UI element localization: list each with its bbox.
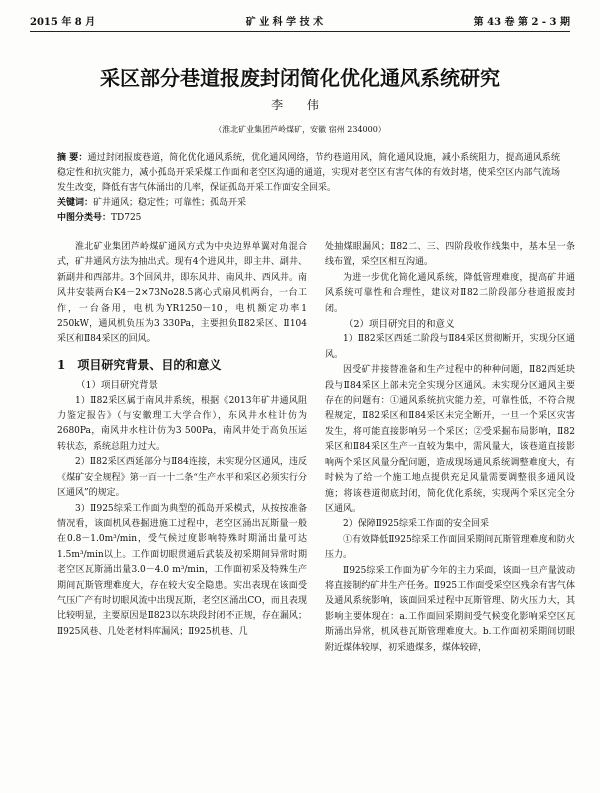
paragraph: 为进一步优化简化通风系统，降低管理难度，提高矿井通风系统可靠性和合理性，建议对Ⅱ82二阶段部分巷道报废封闭。: [325, 272, 575, 314]
left-column: [57, 240, 307, 656]
paragraph: 1）Ⅱ82采区西延二阶段与Ⅱ84采区贯彻断开，实现分区通风。: [325, 334, 575, 360]
classification-label: 中图分类号：: [57, 213, 112, 223]
paper-author: 李 伟: [271, 98, 329, 112]
section-heading-1: 1 项目研究背景、目的和意义: [57, 357, 222, 372]
paragraph: Ⅱ925综采工作面为矿今年的主力采面，该面一旦产量波动将直接制约矿井生产任务。Ⅱ925工作面受采空区残余有害气体及通风系统影响，该面回采过程中瓦斯管理、防火压力大，其影响主要体现在：a.工作面回采期间受气候变化影响采空区瓦斯涌出异常，机风巷瓦斯管理难度大。b.工作面初采期间切眼附近煤体较厚，初采遗煤多，煤体较碎，: [325, 565, 575, 653]
header-date: 2015 年 8 月: [30, 16, 96, 28]
classification-text: TD725: [111, 213, 142, 223]
paragraph: 因受矿井接替准备和生产过程中的种种问题，Ⅱ82西延块段与Ⅱ84采区上部未完全实现分区通风。未实现分区通风主要存在的问题有：①通风系统抗灾能力差，可靠性低，不符合规程规定，Ⅱ82采区和Ⅱ84采区未完全断开，一旦一个采区灾害发生，将可能直接影响另一个采区；②受采掘布局影响，Ⅱ82采区和Ⅱ84采区生产一直较为集中，需风量大，该巷道直接影响两个采区风量分配问题，造成现场通风系统调整难度大，有时候为了给一个施工地点提供充足风量需要调整很多通风设施；将该巷道彻底封闭，简化优化系统，实现两个采区完全分区通风。: [325, 365, 575, 514]
paragraph: ①有效降低Ⅱ925综采工作面回采期间瓦斯管理难度和防火压力。: [325, 534, 575, 561]
body-columns: [57, 240, 577, 656]
abstract: [57, 151, 560, 196]
header-volume: 第 43 卷 第 2 - 3 期: [473, 16, 570, 28]
classification: [57, 211, 560, 226]
subsection-heading-2: （2）项目研究目的和意义: [344, 319, 455, 331]
header-divider: [30, 31, 570, 32]
abstract-label: 摘 要：: [57, 153, 88, 163]
intro-paragraph: 淮北矿业集团芦岭煤矿通风方式为中央边界单翼对角混合式，矿井通风方法为抽出式。现有4个进风井，即主井、副井、新副井和西部井。3个回风井，即东风井、南风井、西风井。南风井安装两台K4－2×73No28.5离心式扇风机两台，一台工作，一台备用，电机为YR1250－10，电机额定功率1 250kW，通风机负压为3 330Pa，主要担负Ⅱ82采区、Ⅱ104采区和Ⅱ84采区的回风。: [57, 242, 307, 345]
paragraph: 2）保障Ⅱ925综采工作面的安全回采: [343, 519, 490, 530]
subsection-heading-1: （1）项目研究背景: [76, 380, 159, 392]
abstract-text: 通过封闭报废巷道，简化优化通风系统，优化通风网络，节约巷道用风，简化通风设施，减小系统阻力，提高通风系统稳定性和抗灾能力，减小孤岛开采采煤工作面和老空区沟通的通道，实现对老空区有害气体的有效封堵，使采空区内部气流场发生改变，降低有害气体涌出的几率，保证孤岛开采工作面安全回采。: [57, 153, 560, 193]
paragraph: 1）Ⅱ82采区属于南风井系统，根据《2013年矿井通风阻力鉴定报告》（与安徽理工大学合作），东风井水柱计仿为2680Pa，南风井水柱计仿为3 500Pa，南风井处于高负压运转状态，系统总阻力过大。: [57, 395, 307, 452]
paragraph: 3）Ⅱ925综采工作面为典型的孤岛开采模式，从按按准备情况看，该面机风巷掘进施工过程中，老空区涌出瓦斯量一般在0.8－1.0m³/min，受气候过度影响特殊时期涌出量可达1.5m³/min以上。工作面切眼贯通后武装及初采期间异常时期老空区瓦斯涌出量3.0－4.0 m³/min，工作面初采及特殊生产期间瓦斯管理难度大，存在较大安全隐患。实出表现在该面受气压广产有时切眼风流中出现瓦斯，老空区涌出CO，而且表现比较明显，主要原因是Ⅱ823以东块段封闭不正规，存在漏风；Ⅱ925风巷、几处老材料库漏风；Ⅱ925机巷、几: [57, 503, 307, 637]
running-header: [30, 12, 570, 28]
right-column: [325, 240, 575, 656]
paragraph: 2）Ⅱ82采区西延部分与Ⅱ84连接，未实现分区通风，违反《煤矿安全规程》第一百一十二条“生产水平和采区必须实行分区通风”的规定。: [57, 457, 307, 499]
paragraph: 处抽煤眼漏风；Ⅱ82二、三、四阶段收作线集中，基本呈一条线布置，采空区相互沟通。: [325, 242, 575, 268]
author-affiliation: （淮北矿业集团芦岭煤矿，安徽 宿州 234000）: [214, 125, 386, 134]
keywords: [57, 196, 560, 211]
abstract-block: [57, 151, 560, 226]
paper-title: 采区部分巷道报废封闭简化优化通风系统研究: [100, 66, 500, 90]
header-journal: 矿 业 科 学 技 术: [245, 16, 324, 28]
keywords-text: 矿井通风；稳定性；可靠性；孤岛开采: [93, 198, 247, 208]
keywords-label: 关键词：: [57, 198, 94, 208]
